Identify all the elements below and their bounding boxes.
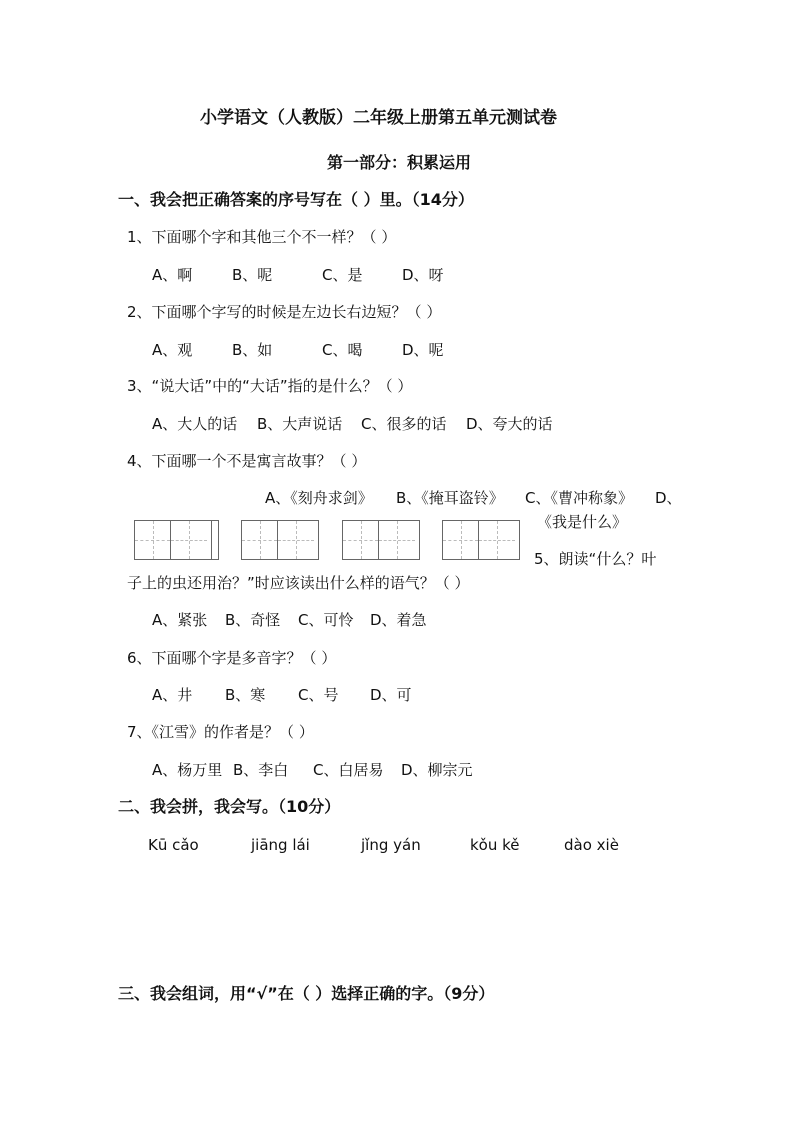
q5-option-c: C、可怜 [298, 611, 354, 629]
q3-stem: 3、“说大话”中的“大话”指的是什么？（ ） [127, 377, 413, 395]
q1-stem: 1、下面哪个字和其他三个不一样？（ ） [127, 228, 397, 246]
q6-option-d: D、可 [370, 686, 412, 704]
q2-stem: 2、下面哪个字写的时候是左边长右边短？（ ） [127, 303, 442, 321]
writing-grid [134, 520, 212, 560]
q5-stem-part2: 子上的虫还用治？”时应该读出什么样的语气？（ ） [127, 574, 470, 592]
q4-option-a: A、《刻舟求剑》 [265, 489, 373, 507]
q7-option-c: C、白居易 [313, 761, 384, 779]
q7-option-d: D、柳宗元 [401, 761, 473, 779]
part-heading: 第一部分：积累运用 [327, 153, 472, 172]
q4-stem: 4、下面哪一个不是寓言故事？（ ） [127, 452, 367, 470]
q7-option-a: A、杨万里 [152, 761, 223, 779]
q2-option-d: D、呢 [402, 341, 444, 359]
pinyin-3: jǐng yán [361, 836, 421, 854]
q3-option-a: A、大人的话 [152, 415, 238, 433]
writing-grid [342, 520, 420, 560]
grid-cell [135, 521, 171, 559]
q2-option-b: B、如 [232, 341, 273, 359]
q7-option-b: B、李白 [233, 761, 289, 779]
q4-option-d-text: 《我是什么》 [537, 513, 628, 531]
pinyin-2: jiāng lái [251, 836, 310, 854]
q5-option-d: D、着急 [370, 611, 427, 629]
grid-cell [479, 521, 515, 559]
q3-option-d: D、夸大的话 [466, 415, 553, 433]
q5-option-b: B、奇怪 [225, 611, 281, 629]
grid-cell [278, 521, 314, 559]
grid-cell [343, 521, 379, 559]
q4-option-b: B、《掩耳盗铃》 [396, 489, 504, 507]
q6-stem: 6、下面哪个字是多音字？（ ） [127, 649, 337, 667]
section2-heading: 二、我会拼，我会写。（10分） [118, 797, 341, 816]
q1-option-a: A、啊 [152, 266, 193, 284]
q3-option-b: B、大声说话 [257, 415, 343, 433]
pinyin-1: Kū cǎo [148, 836, 199, 854]
grid-cell [443, 521, 479, 559]
q2-option-a: A、观 [152, 341, 193, 359]
q1-option-b: B、呢 [232, 266, 273, 284]
grid-cell [171, 521, 207, 559]
grid-cell [379, 521, 415, 559]
q7-stem: 7、《江雪》的作者是？（ ） [127, 723, 314, 741]
q6-option-c: C、号 [298, 686, 339, 704]
q5-option-a: A、紧张 [152, 611, 208, 629]
grid-cell [242, 521, 278, 559]
pinyin-4: kǒu kě [470, 836, 520, 854]
section1-heading: 一、我会把正确答案的序号写在（ ）里。（14分） [118, 190, 474, 209]
page-title: 小学语文（人教版）二年级上册第五单元测试卷 [200, 108, 557, 128]
grid-edge [212, 520, 219, 560]
q4-option-d: D、 [655, 489, 682, 507]
q2-option-c: C、喝 [322, 341, 363, 359]
pinyin-5: dào xiè [564, 836, 619, 854]
section3-heading: 三、我会组词，用“√”在（ ）选择正确的字。（9分） [118, 984, 495, 1003]
q5-stem-part1: 5、朗读“什么？叶 [534, 550, 657, 568]
q1-option-c: C、是 [322, 266, 363, 284]
q6-option-b: B、寒 [225, 686, 266, 704]
writing-grid [241, 520, 319, 560]
q6-option-a: A、井 [152, 686, 193, 704]
q4-option-c: C、《曹冲称象》 [525, 489, 633, 507]
q1-option-d: D、呀 [402, 266, 444, 284]
q3-option-c: C、很多的话 [361, 415, 447, 433]
writing-grid [442, 520, 520, 560]
